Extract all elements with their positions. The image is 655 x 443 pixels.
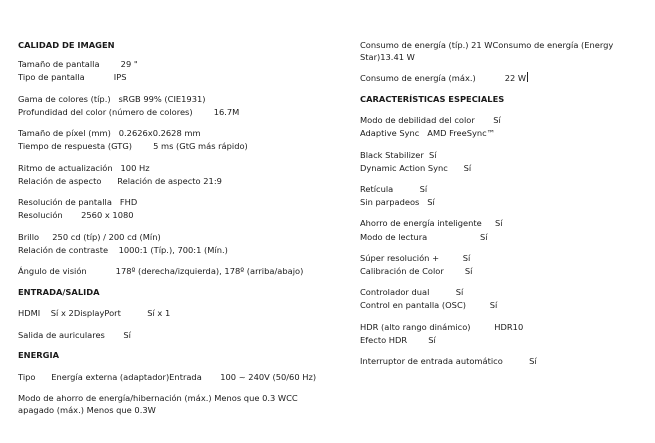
spec-tiempo-respuesta: Tiempo de respuesta (GTG) 5 ms (GtG más rápido) xyxy=(18,141,248,151)
spec-dynamic-action-sync: Dynamic Action Sync Sí xyxy=(360,163,472,173)
spec-super-resolucion: Súper resolución + Sí xyxy=(360,253,471,263)
spec-tipo-energia: Tipo Energía externa (adaptador)Entrada 100 ~ 240V (50/60 Hz) xyxy=(18,372,317,382)
spec-hdr: HDR (alto rango dinámico) HDR10 xyxy=(360,322,524,332)
spec-control-osc: Control en pantalla (OSC) Sí xyxy=(360,300,498,310)
spec-auriculares: Salida de auriculares Sí xyxy=(18,330,131,340)
spec-profundidad-color: Profundidad del color (número de colores) 16.7M xyxy=(18,107,240,117)
spec-consumo-maximo xyxy=(360,72,528,85)
spec-consumo-maximo-text: Consumo de energía (máx.) 22 W xyxy=(360,73,527,83)
spec-consumo-tipico: Consumo de energía (típ.) 21 WConsumo de energía (Energy Star)13.41 W xyxy=(360,40,614,62)
spec-tipo-pantalla: Tipo de pantalla IPS xyxy=(18,72,127,82)
spec-ahorro-inteligente: Ahorro de energía inteligente Sí xyxy=(360,218,503,228)
section-heading-entrada: ENTRADA/SALIDA xyxy=(18,287,100,297)
spec-gama-colores: Gama de colores (típ.) sRGB 99% (CIE1931) xyxy=(18,94,206,104)
text-cursor xyxy=(527,72,528,82)
spec-sin-parpadeos: Sin parpadeos Sí xyxy=(360,197,435,207)
spec-ahorro-energia-1: Modo de ahorro de energía/hibernación (máx.) Menos que 0.3 WCC xyxy=(18,393,298,403)
spec-angulo-vision: Ángulo de visión 178º (derecha/izquierda), 178º (arriba/abajo) xyxy=(18,266,304,276)
spec-black-stabilizer: Black Stabilizer Sí xyxy=(360,150,437,160)
spec-calibracion-color: Calibración de Color Sí xyxy=(360,266,473,276)
spec-contraste: Relación de contraste 1000:1 (Típ.), 700:1 (Mín.) xyxy=(18,245,228,255)
spec-modo-lectura: Modo de lectura Sí xyxy=(360,232,488,242)
spec-adaptive-sync: Adaptive Sync AMD FreeSync™ xyxy=(360,128,496,138)
spec-reticula: Retícula Sí xyxy=(360,184,428,194)
spec-ahorro-energia-2: apagado (máx.) Menos que 0.3W xyxy=(18,405,156,415)
section-heading-energia: ENERGIA xyxy=(18,350,59,360)
spec-debilidad-color: Modo de debilidad del color Sí xyxy=(360,115,501,125)
spec-controlador-dual: Controlador dual Sí xyxy=(360,287,464,297)
spec-tamano-pixel: Tamaño de píxel (mm) 0.2626x0.2628 mm xyxy=(18,128,201,138)
section-heading-caracteristicas: CARACTERÍSTICAS ESPECIALES xyxy=(360,94,505,104)
spec-resolucion: Resolución 2560 x 1080 xyxy=(18,210,134,220)
spec-resolucion-pantalla: Resolución de pantalla FHD xyxy=(18,197,138,207)
spec-hdmi-displayport: HDMI Sí x 2DisplayPort Sí x 1 xyxy=(18,308,171,318)
spec-relacion-aspecto: Relación de aspecto Relación de aspecto 21:9 xyxy=(18,176,222,186)
spec-brillo: Brillo 250 cd (típ) / 200 cd (Mín) xyxy=(18,232,161,242)
section-heading-calidad: CALIDAD DE IMAGEN xyxy=(18,40,115,50)
spec-efecto-hdr: Efecto HDR Sí xyxy=(360,335,436,345)
spec-interruptor-entrada: Interruptor de entrada automático Sí xyxy=(360,356,537,366)
spec-ritmo-actualizacion: Ritmo de actualización 100 Hz xyxy=(18,163,150,173)
spec-tamano-pantalla: Tamaño de pantalla 29 " xyxy=(18,59,138,69)
